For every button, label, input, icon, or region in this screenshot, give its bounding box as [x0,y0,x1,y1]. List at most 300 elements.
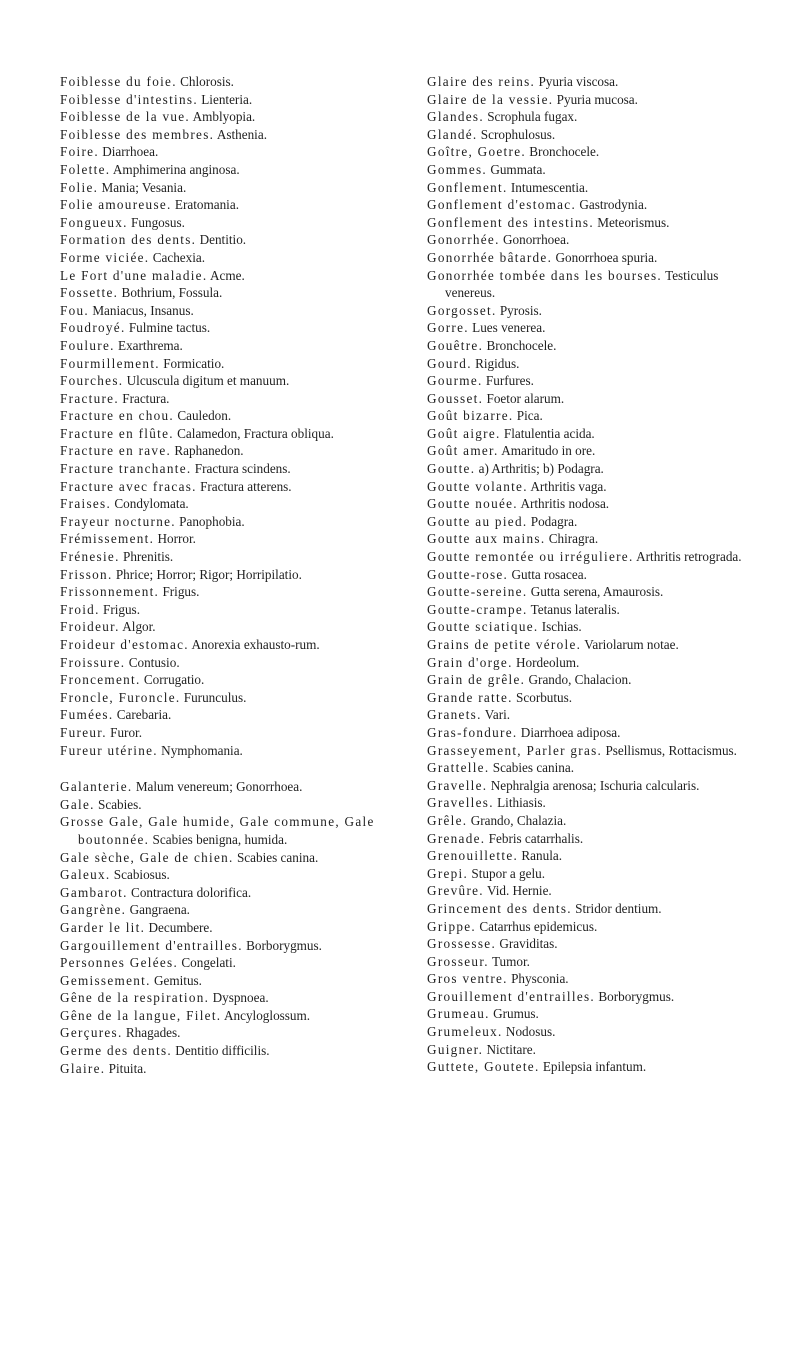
dictionary-entry [427,671,771,689]
entry-term: Goût aigre. [427,425,501,441]
entry-term: Foulure. [60,337,115,353]
entry-term: Foiblesse des membres. [60,126,215,142]
entry-term: Gourd. [427,355,472,371]
entry-latin: Dyspnoea. [212,990,269,1006]
dictionary-entry [60,442,388,460]
dictionary-entry [60,179,388,197]
entry-term: Fumées. [60,707,114,723]
dictionary-entry [60,407,388,425]
entry-latin: Physconia. [511,971,569,987]
entry-term: Goître, Goetre. [427,144,526,160]
entry-latin: Grando, Chalazia. [470,812,567,828]
entry-latin: Febris catarrhalis. [488,830,584,846]
dictionary-entry [427,179,771,197]
entry-term: Gonflement d'estomac. [427,197,577,213]
entry-term: Gargouillement d'entrailles. [60,937,243,953]
entry-latin: Anorexia exhausto-rum. [191,637,320,652]
entry-latin: Intumescentia. [510,179,589,195]
entry-term: Glaire des reins. [427,74,536,89]
entry-term: Galeux. [60,867,111,883]
entry-latin: Arthritis nodosa. [520,496,610,512]
dictionary-entry [60,618,388,636]
dictionary-entry [60,249,388,267]
dictionary-entry [427,654,771,672]
entry-term: Froncle, Furoncle. [60,689,181,705]
entry-latin: Catarrhus epidemicus. [479,918,598,934]
entry-term: Grincement des dents. [427,900,572,916]
entry-latin: Stupor a gelu. [471,865,546,881]
entry-latin: Fractura. [122,390,170,406]
entry-latin: Gonorrhoea. [502,232,570,248]
dictionary-entry [427,900,771,918]
dictionary-entry [60,706,388,724]
dictionary-entry [427,583,771,601]
entry-latin: Graviditas. [499,936,558,952]
dictionary-entry [60,937,388,955]
left-column [60,73,388,1077]
entry-term: Grain d'orge. [427,654,513,670]
dictionary-entry [427,1005,771,1023]
dictionary-entry [427,495,771,513]
entry-term: Gêne de la langue, Filet. [60,1007,222,1023]
entry-latin: Malum venereum; Gonorrhoea. [135,779,303,795]
dictionary-entry [60,813,388,848]
entry-term: Gourme. [427,373,483,389]
entry-term: Guigner. [427,1041,484,1057]
entry-term: Gangrène. [60,902,127,918]
entry-latin: Acme. [210,267,245,283]
entry-term: Frayeur nocturne. [60,513,176,529]
entry-latin: Amaritudo in ore. [501,443,596,459]
dictionary-entry [60,337,388,355]
entry-term: Goutte sciatique. [427,619,539,635]
entry-latin: Testiculus venereus. [445,267,719,301]
dictionary-entry [60,849,388,867]
entry-term: Fou. [60,302,90,318]
dictionary-entry [60,91,388,109]
dictionary-entry [427,108,771,126]
entry-term: Froissure. [60,654,126,670]
entry-group-g [60,778,388,1077]
dictionary-entry [60,742,388,760]
entry-term: Grattelle. [427,760,490,776]
dictionary-entry [427,794,771,812]
dictionary-entry [427,689,771,707]
entry-term: Grande ratte. [427,689,513,705]
entry-latin: Vid. Hernie. [486,883,552,899]
entry-term: Gambarot. [60,884,128,900]
dictionary-entry [427,618,771,636]
entry-term: Fourches. [60,373,124,389]
entry-term: Fossette. [60,285,119,301]
entry-latin: Nymphomania. [161,742,243,758]
dictionary-entry [427,355,771,373]
dictionary-entry [427,319,771,337]
entry-term: Goutte au pied. [427,513,528,529]
entry-term: Gale sèche, Gale de chien. [60,849,234,865]
entry-term: Gerçures. [60,1025,123,1041]
dictionary-entry [427,1058,771,1076]
entry-latin: Fungosus. [131,214,185,230]
entry-latin: Furor. [110,724,142,740]
dictionary-entry [427,214,771,232]
dictionary-entry [60,302,388,320]
entry-latin: Lithiasis. [497,795,546,811]
entry-term: Froncement. [60,672,141,688]
entry-term: Gonorrhée. [427,232,500,248]
entry-latin: Grumus. [493,1006,539,1022]
entry-latin: Furunculus. [183,689,247,705]
entry-latin: Dentitio difficilis. [175,1043,270,1059]
entry-latin: Asthenia. [216,126,267,142]
dictionary-entry [427,161,771,179]
dictionary-entry [427,372,771,390]
entry-latin: Rhagades. [125,1025,181,1041]
entry-term: Grosseur. [427,953,489,969]
dictionary-entry [60,671,388,689]
entry-latin: Gemitus. [153,972,202,988]
dictionary-entry [427,953,771,971]
dictionary-entry [60,954,388,972]
dictionary-entry [427,1041,771,1059]
entry-latin: Vari. [484,707,511,723]
entry-latin: Podagra. [530,513,578,529]
entry-latin: Diarrhoea. [102,144,159,160]
entry-latin: Frigus. [102,601,140,617]
entry-term: Gonorrhée bâtarde. [427,249,553,265]
entry-latin: Condylomata. [114,496,189,512]
entry-group-gl-gu [427,73,771,1076]
dictionary-entry [427,530,771,548]
dictionary-entry [427,724,771,742]
dictionary-entry [60,689,388,707]
dictionary-entry [60,530,388,548]
entry-term: Grasseyement, Parler gras. [427,742,603,758]
entry-group-f [60,73,388,759]
entry-latin: Ancyloglossum. [223,1007,311,1023]
entry-latin: Eratomania. [174,197,239,213]
dictionary-entry [427,126,771,144]
entry-latin: Bronchocele. [529,144,600,160]
entry-term: Personnes Gelées. [60,955,179,971]
entry-term: Fracture. [60,390,119,406]
entry-term: Gorre. [427,320,469,336]
dictionary-entry [427,759,771,777]
dictionary-entry [427,847,771,865]
dictionary-entry [427,425,771,443]
dictionary-entry [60,355,388,373]
dictionary-entry [60,583,388,601]
entry-latin: Scabies canina. [492,760,575,776]
entry-latin: Pyuria mucosa. [556,91,638,107]
entry-term: Grain de grêle. [427,672,526,688]
entry-term: Glandé. [427,126,478,142]
entry-latin: Cauledon. [177,408,232,424]
entry-latin: Gutta serena, Amaurosis. [530,584,664,600]
entry-term: Froid. [60,601,100,617]
entry-latin: Variolarum notae. [584,637,679,652]
entry-latin: Furfures. [485,373,534,389]
entry-term: Fureur utérine. [60,742,158,758]
entry-latin: Fulmine tactus. [128,320,211,336]
entry-term: Grenade. [427,830,486,846]
entry-term: Grevûre. [427,883,484,899]
entry-latin: Carebaria. [116,707,172,723]
entry-latin: Contusio. [128,654,180,670]
dictionary-entry [60,73,388,91]
entry-latin: Pyuria viscosa. [538,74,619,89]
entry-term: Gros ventre. [427,971,508,987]
entry-term: Glaire. [60,1060,106,1076]
entry-latin: Nictitare. [486,1041,536,1057]
entry-term: Galanterie. [60,779,133,795]
entry-latin: Contractura dolorifica. [131,884,252,900]
entry-latin: Scabies canina. [236,849,319,865]
dictionary-entry [60,901,388,919]
entry-term: Germe des dents. [60,1043,172,1059]
entry-latin: Corrugatio. [143,672,205,688]
dictionary-entry [60,548,388,566]
entry-latin: Decumbere. [148,919,213,935]
entry-term: Grouillement d'entrailles. [427,988,596,1004]
entry-term: Frémissement. [60,531,155,547]
entry-latin: Scabies benigna, humida. [152,831,288,847]
entry-term: Foiblesse d'intestins. [60,91,198,107]
dictionary-entry [427,970,771,988]
entry-latin: Arthritis retrograda. [636,549,742,565]
dictionary-entry [60,972,388,990]
entry-term: Fracture avec fracas. [60,478,197,494]
entry-term: Goutte-sereine. [427,584,528,600]
entry-term: Grêle. [427,812,468,828]
dictionary-entry [60,884,388,902]
entry-latin: Gastrodynia. [579,197,648,213]
dictionary-entry [427,91,771,109]
entry-term: Foiblesse du foie. [60,74,177,89]
dictionary-entry [60,284,388,302]
entry-term: Foiblesse de la vue. [60,109,191,125]
entry-term: Grains de petite vérole. [427,637,582,652]
dictionary-entry [60,1042,388,1060]
dictionary-entry [60,919,388,937]
dictionary-entry [427,143,771,161]
dictionary-entry [427,196,771,214]
entry-latin: Fractura atterens. [200,478,292,494]
entry-term: Fongueux. [60,214,128,230]
dictionary-entry [427,231,771,249]
entry-latin: Pyrosis. [499,302,542,318]
entry-latin: Chlorosis. [180,74,234,89]
dictionary-entry [60,425,388,443]
entry-latin: Nephralgia arenosa; Ischuria calcularis. [490,777,700,793]
entry-term: Fracture en chou. [60,408,175,424]
entry-latin: Ranula. [521,848,563,864]
entry-term: Gousset. [427,390,484,406]
entry-term: Glaire de la vessie. [427,91,554,107]
entry-latin: Pituita. [108,1060,147,1076]
entry-term: Fracture en rave. [60,443,172,459]
dictionary-entry [427,478,771,496]
entry-latin: Amblyopia. [192,109,256,125]
dictionary-entry [427,830,771,848]
entry-term: Fraises. [60,496,112,512]
dictionary-entry [60,566,388,584]
dictionary-entry [60,126,388,144]
entry-term: Granets. [427,707,482,723]
entry-latin: Dentitio. [199,232,247,248]
entry-term: Gonflement. [427,179,508,195]
entry-latin: Tetanus lateralis. [530,601,620,617]
entry-latin: Hordeolum. [515,654,580,670]
entry-term: Grippe. [427,918,477,934]
entry-latin: Raphanedon. [174,443,244,459]
entry-term: Goutte-crampe. [427,601,528,617]
entry-latin: Stridor dentium. [575,900,662,916]
dictionary-entry [427,636,771,654]
entry-latin: Lues venerea. [472,320,546,336]
entry-term: Goût bizarre. [427,408,514,424]
dictionary-entry [60,196,388,214]
entry-term: Le Fort d'une maladie. [60,267,208,283]
dictionary-entry [427,337,771,355]
dictionary-entry [60,796,388,814]
entry-latin: Ulcuscula digitum et manuum. [126,373,290,389]
entry-latin: Epilepsia infantum. [542,1059,647,1075]
dictionary-entry [427,249,771,267]
entry-latin: Scrophulosus. [480,126,556,142]
entry-term: Guttete, Goutete. [427,1059,540,1075]
section-gap [60,759,388,778]
entry-term: Gonflement des intestins. [427,214,594,230]
entry-latin: Tumor. [491,953,530,969]
entry-latin: Gummata. [490,161,546,177]
entry-term: Grenouillette. [427,848,519,864]
entry-term: Froideur d'estomac. [60,637,189,652]
dictionary-entry [60,108,388,126]
entry-term: Goutte. [427,461,476,477]
entry-term: Frissonnement. [60,584,160,600]
dictionary-entry [427,73,771,91]
entry-term: Gemissement. [60,972,151,988]
entry-latin: Meteorismus. [597,214,670,230]
entry-latin: Maniacus, Insanus. [92,302,194,318]
entry-term: Gommes. [427,161,488,177]
dictionary-entry [60,495,388,513]
dictionary-entry [60,654,388,672]
entry-latin: Foetor alarum. [486,390,565,406]
dictionary-entry [60,319,388,337]
entry-latin: Rigidus. [475,355,520,371]
entry-latin: Amphimerina anginosa. [112,161,240,177]
dictionary-entry [427,513,771,531]
dictionary-entry [60,143,388,161]
entry-latin: Scabies. [98,796,142,812]
dictionary-entry [427,267,771,302]
entry-term: Froideur. [60,619,120,635]
dictionary-entry [427,988,771,1006]
entry-latin: Scorbutus. [516,689,573,705]
entry-latin: Gangraena. [129,902,190,918]
entry-term: Glandes. [427,109,484,125]
dictionary-entry [427,548,771,566]
entry-term: Gravelles. [427,795,494,811]
entry-term: Gorgosset. [427,302,497,318]
entry-latin: Gonorrhoea spuria. [555,249,658,265]
entry-term: Gravelle. [427,777,488,793]
entry-latin: Scrophula fugax. [487,109,578,125]
dictionary-entry [427,302,771,320]
entry-latin: Diarrhoea adiposa. [520,724,621,740]
entry-term: Grumeleux. [427,1024,503,1040]
dictionary-entry [427,601,771,619]
dictionary-entry [60,1060,388,1078]
dictionary-entry [60,390,388,408]
entry-term: Foudroyé. [60,320,126,336]
entry-term: Grosse Gale, Gale humide, Gale commune, Gale boutonnée. [60,814,375,847]
entry-term: Fourmillement. [60,355,160,371]
dictionary-entry [60,724,388,742]
entry-term: Forme viciée. [60,249,150,265]
dictionary-entry [427,918,771,936]
dictionary-entry [60,989,388,1007]
dictionary-entry [427,935,771,953]
entry-latin: Chiragra. [548,531,599,547]
dictionary-entry [427,882,771,900]
entry-term: Garder le lit. [60,919,146,935]
dictionary-entry [60,267,388,285]
dictionary-entry [427,777,771,795]
entry-latin: Borborygmus. [598,988,675,1004]
entry-latin: Bronchocele. [486,337,557,353]
entry-term: Grepi. [427,865,469,881]
dictionary-entry [427,1023,771,1041]
entry-latin: Cachexia. [152,249,206,265]
entry-term: Gonorrhée tombée dans les bourses. [427,267,662,283]
entry-latin: Congelati. [181,955,236,971]
dictionary-entry [427,812,771,830]
dictionary-entry [60,478,388,496]
dictionary-entry [60,214,388,232]
dictionary-entry [427,566,771,584]
entry-term: Goutte remontée ou irréguliere. [427,549,634,565]
dictionary-entry [60,513,388,531]
entry-latin: Exarthrema. [118,337,183,353]
entry-term: Goutte-rose. [427,566,509,582]
entry-latin: Ischias. [541,619,582,635]
entry-latin: Borborygmus. [246,937,322,953]
entry-latin: a) Arthritis; b) Podagra. [478,461,604,477]
dictionary-entry [427,390,771,408]
entry-latin: Algor. [122,619,156,635]
entry-term: Foire. [60,144,99,160]
entry-latin: Flatulentia acida. [503,425,595,441]
entry-term: Fracture tranchante. [60,461,192,477]
entry-latin: Calamedon, Fractura obliqua. [177,425,334,441]
entry-latin: Horror. [157,531,196,547]
entry-term: Goutte nouée. [427,496,518,512]
entry-term: Formation des dents. [60,232,197,248]
dictionary-entry [60,778,388,796]
dictionary-entry [60,161,388,179]
entry-latin: Lienteria. [201,91,253,107]
entry-latin: Nodosus. [505,1024,556,1040]
dictionary-entry [427,460,771,478]
entry-term: Gras-fondure. [427,724,518,740]
entry-term: Folie. [60,179,99,195]
dictionary-entry [427,742,771,760]
entry-term: Gale. [60,796,95,812]
entry-latin: Psellismus, Rottacismus. [605,742,737,758]
